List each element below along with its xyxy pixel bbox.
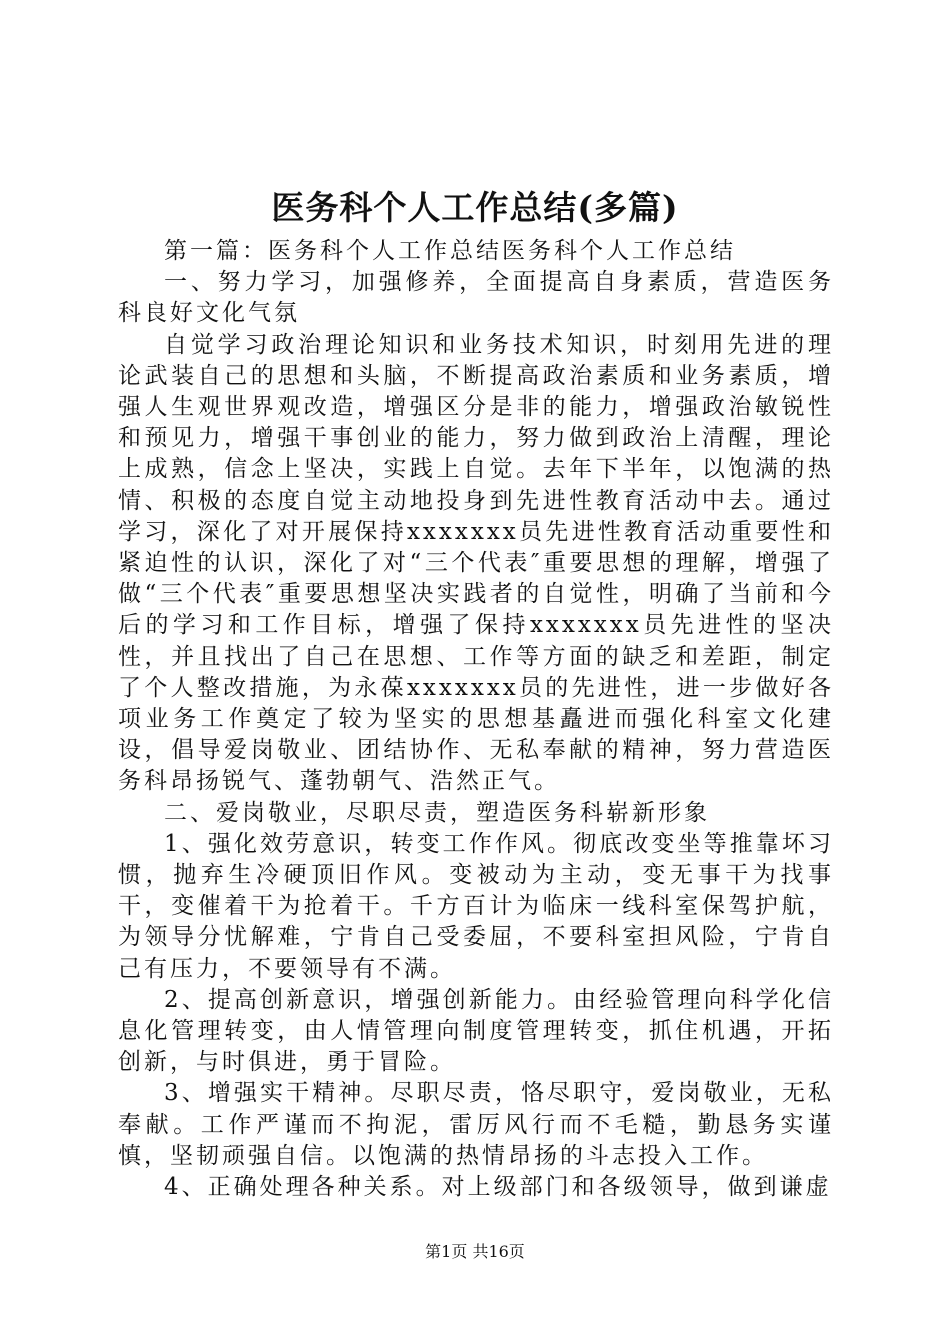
document-body [118, 236, 834, 1203]
paragraph-heading-1: 一、努力学习，加强修养，全面提高自身素质，营造医务科良好文化气氛 [118, 269, 834, 327]
paragraph-item-1: 1、强化效劳意识，转变工作作风。彻底改变坐等推靠坏习惯，抛弃生冷硬顶旧作风。变被动为主动，变无事干为找事干，变催着干为抢着干。千方百计为临床一线科室保驾护航，为领导分忧解难，宁肯自己受委屈，不要科室担风险，宁肯自己有压力，不要领导有不满。 [118, 830, 834, 982]
document-title: 医务科个人工作总结(多篇) [271, 188, 679, 227]
paragraph-item-3: 3、增强实干精神。尽职尽责，恪尽职守，爱岗敬业，无私奉献。工作严谨而不拘泥，雷厉风行而不毛糙，勤恳务实谨慎，坚韧顽强自信。以饱满的热情昂扬的斗志投入工作。 [118, 1080, 834, 1169]
page-number-footer: 第1页 共16页 [425, 1242, 525, 1261]
paragraph-item-2: 2、提高创新意识，增强创新能力。由经验管理向科学化信息化管理转变，由人情管理向制度管理转变，抓住机遇，开拓创新，与时俱进，勇于冒险。 [118, 986, 834, 1076]
paragraph-heading-2: 二、爱岗敬业，尽职尽责，塑造医务科崭新形象 [164, 799, 710, 826]
paragraph-item-4: 4、正确处理各种关系。对上级部门和各级领导，做到谦虚 [164, 1174, 832, 1201]
paragraph-study-politics: 自觉学习政治理论知识和业务技术知识，时刻用先进的理论武装自己的思想和头脑，不断提高政治素质和业务素质，增强人生观世界观改造，增强区分是非的能力，增强政治敏锐性和预见力，增强干事创业的能力，努力做到政治上清醒，理论上成熟，信念上坚决，实践上自觉。去年下半年，以饱满的热情、积极的态度自觉主动地投身到先进性教育活动中去。通过学习，深化了对开展保持xxxxxxx员先进性教育活动重要性和紧迫性的认识，深化了对“三个代表″重要思想的理解，增强了做“三个代表″重要思想坚决实践者的自觉性，明确了当前和今后的学习和工作目标，增强了保持xxxxxxx员先进性的坚决性，并且找出了自己在思想、工作等方面的缺乏和差距，制定了个人整改措施，为永葆xxxxxxx员的先进性，进一步做好各项业务工作奠定了较为坚实的思想基矗进而强化科室文化建设，倡导爱岗敬业、团结协作、无私奉献的精神，努力营造医务科昂扬锐气、蓬勃朝气、浩然正气。 [118, 331, 834, 795]
paragraph-section-heading: 第一篇：医务科个人工作总结医务科个人工作总结 [164, 238, 736, 264]
